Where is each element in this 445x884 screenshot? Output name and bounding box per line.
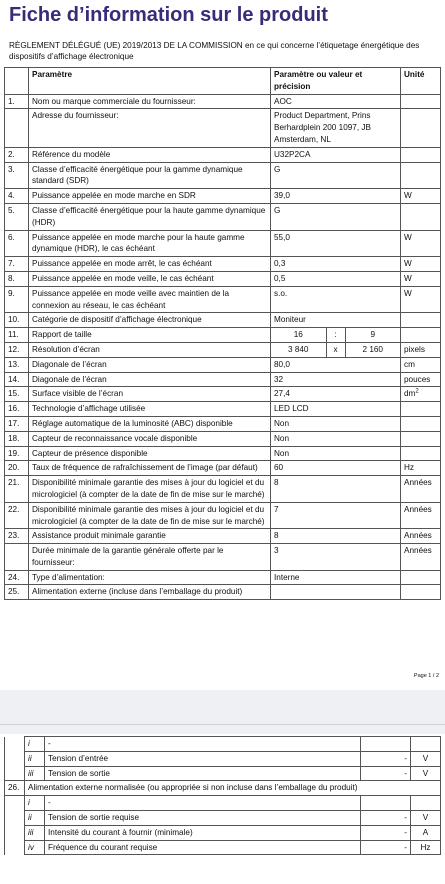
- header-value: Paramètre ou valeur et précision: [271, 68, 401, 95]
- row-number: [5, 825, 25, 840]
- row-unit: Hz: [411, 840, 441, 855]
- row-number: 14.: [5, 372, 29, 387]
- row-parameter: Assistance produit minimale garantie: [29, 529, 271, 544]
- row-unit: [401, 313, 441, 328]
- row-unit: [401, 446, 441, 461]
- row-unit-text: Hz: [404, 463, 415, 473]
- row-parameter: -: [45, 737, 361, 752]
- row-parameter: Diagonale de l’écran: [29, 372, 271, 387]
- row-unit-text: W: [404, 273, 412, 283]
- row-unit: [401, 257, 441, 272]
- row-unit-text: W: [404, 288, 412, 298]
- row-value: G: [271, 203, 401, 230]
- row-value: Product Department, Prins Berhardplein 200 1097, JB Amsterdam, NL: [271, 109, 401, 147]
- row-parameter: Nom ou marque commerciale du fournisseur:: [29, 94, 271, 109]
- roman-index: i: [25, 737, 45, 752]
- row-unit-text: Années: [404, 478, 432, 488]
- table-row: [5, 476, 441, 503]
- row-unit: [401, 372, 441, 387]
- row-parameter: Classe d’efficacité énergétique pour la haute gamme dynamique (HDR): [29, 203, 271, 230]
- row-value: Non: [271, 446, 401, 461]
- row-number: 6.: [5, 230, 29, 257]
- row-unit: A: [411, 825, 441, 840]
- row-value: 39,0: [271, 189, 401, 204]
- row-value: Interne: [271, 570, 401, 585]
- row-number: 1.: [5, 94, 29, 109]
- row-value: LED LCD: [271, 402, 401, 417]
- row-unit-text: pouces: [404, 374, 431, 384]
- row-number: [5, 810, 25, 825]
- row-number: [5, 751, 25, 766]
- row-value: 80,0: [271, 357, 401, 372]
- row-number: 17.: [5, 416, 29, 431]
- row-value: Non: [271, 416, 401, 431]
- row-value: U32P2CA: [271, 147, 401, 162]
- table-row: [5, 271, 441, 286]
- roman-index: ii: [25, 810, 45, 825]
- row-unit: [401, 203, 441, 230]
- resolution-b: 2 160: [362, 344, 383, 354]
- table-row: [5, 446, 441, 461]
- row-unit: [401, 230, 441, 257]
- row-value: 60: [271, 461, 401, 476]
- row-parameter: Rapport de taille: [29, 328, 271, 343]
- row-value: -: [361, 825, 411, 840]
- row-value: 32: [271, 372, 401, 387]
- row-number: 4.: [5, 189, 29, 204]
- row-unit: [401, 570, 441, 585]
- sub-table-row: [5, 796, 441, 811]
- row-number: 12.: [5, 342, 29, 357]
- row-number: 21.: [5, 476, 29, 503]
- table-row: [5, 162, 441, 189]
- roman-index: ii: [25, 751, 45, 766]
- row-parameter: Catégorie de dispositif d’affichage électronique: [29, 313, 271, 328]
- row-unit: [401, 502, 441, 529]
- row-parameter: Diagonale de l’écran: [29, 357, 271, 372]
- row-number: 8.: [5, 271, 29, 286]
- table-row: [5, 109, 441, 147]
- row-number: 13.: [5, 357, 29, 372]
- row-parameter: Fréquence du courant requise: [45, 840, 361, 855]
- row-number: 3.: [5, 162, 29, 189]
- row-value: s.o.: [271, 286, 401, 313]
- row-unit: [411, 737, 441, 752]
- row-parameter: Technologie d’affichage utilisée: [29, 402, 271, 417]
- row-value: 8: [271, 529, 401, 544]
- row-number: 2.: [5, 147, 29, 162]
- unit-superscript: 2: [415, 388, 419, 395]
- roman-index: iii: [25, 825, 45, 840]
- table-row: [5, 342, 441, 357]
- row-parameter: Puissance appelée en mode marche en SDR: [29, 189, 271, 204]
- ratio-sep: :: [327, 328, 346, 342]
- row-unit: [401, 286, 441, 313]
- row-unit: [401, 544, 441, 571]
- row-unit-text: Années: [404, 531, 432, 541]
- row-unit: [401, 94, 441, 109]
- row-unit: [401, 342, 441, 357]
- regulation-intro: RÈGLEMENT DÉLÉGUÉ (UE) 2019/2013 DE LA COMMISSION en ce qui concerne l’étiquetage énergétique des dispositifs d’affichage électronique: [9, 41, 420, 61]
- table-row: [5, 431, 441, 446]
- row-number: 23.: [5, 529, 29, 544]
- page-divider: [0, 724, 445, 725]
- sub-table-row: [5, 840, 441, 855]
- row-unit: V: [411, 766, 441, 781]
- row-value: AOC: [271, 94, 401, 109]
- table-row: [5, 328, 441, 343]
- row-value: -: [361, 766, 411, 781]
- sub-table-row: [5, 825, 441, 840]
- table-row: [5, 257, 441, 272]
- table-row: [5, 203, 441, 230]
- row-value: 0,3: [271, 257, 401, 272]
- row-unit-text: Années: [404, 504, 432, 514]
- row-parameter: Disponibilité minimale garantie des mises à jour du logiciel et du micrologiciel (à compter de la date de fin de mise sur le marché): [29, 502, 271, 529]
- row-value: Moniteur: [271, 313, 401, 328]
- row-unit-text: cm: [404, 359, 415, 369]
- row-unit-text: pixels: [404, 344, 425, 354]
- row-number: 25.: [5, 585, 29, 600]
- table-row: [5, 544, 441, 571]
- row-parameter: Puissance appelée en mode arrêt, le cas échéant: [29, 257, 271, 272]
- row-parameter: Type d’alimentation:: [29, 570, 271, 585]
- row-number: 16.: [5, 402, 29, 417]
- row-number: 15.: [5, 387, 29, 402]
- table-row: [5, 189, 441, 204]
- row-value: [271, 585, 401, 600]
- row-parameter: Disponibilité minimale garantie des mises à jour du logiciel et du micrologiciel (à compter de la date de fin de mise sur le marché): [29, 476, 271, 503]
- table-row: [5, 387, 441, 402]
- row-unit: [401, 109, 441, 147]
- row-number: 10.: [5, 313, 29, 328]
- roman-index: iv: [25, 840, 45, 855]
- page-gap: [0, 690, 445, 734]
- row-number: [5, 109, 29, 147]
- ratio-a: 16: [271, 328, 327, 342]
- table-row: [5, 357, 441, 372]
- row-number: 11.: [5, 328, 29, 343]
- sub-table-row: [5, 810, 441, 825]
- row-number: 5.: [5, 203, 29, 230]
- sub-table-row: [5, 751, 441, 766]
- row-parameter: Puissance appelée en mode veille avec maintien de la connexion au réseau, le cas échéant: [29, 286, 271, 313]
- document-page-2: [0, 734, 445, 884]
- row-number: [5, 544, 29, 571]
- table-row: [5, 416, 441, 431]
- row-unit-text: W: [404, 259, 412, 269]
- row-unit: [401, 147, 441, 162]
- row-unit-text: dm: [404, 389, 416, 399]
- table-row: [5, 94, 441, 109]
- row-unit: [401, 162, 441, 189]
- row-number: 18.: [5, 431, 29, 446]
- row-number: 22.: [5, 502, 29, 529]
- roman-index: iii: [25, 766, 45, 781]
- row-value: -: [361, 810, 411, 825]
- row-value: 55,0: [271, 230, 401, 257]
- row-unit: [401, 271, 441, 286]
- row-unit: [401, 476, 441, 503]
- row-parameter: Réglage automatique de la luminosité (ABC) disponible: [29, 416, 271, 431]
- product-info-table: [4, 67, 441, 600]
- row-parameter: Référence du modèle: [29, 147, 271, 162]
- row-unit: [401, 328, 441, 343]
- row-parameter: Puissance appelée en mode veille, le cas échéant: [29, 271, 271, 286]
- row-parameter: Classe d’efficacité énergétique pour la gamme dynamique standard (SDR): [29, 162, 271, 189]
- row-value: [361, 737, 411, 752]
- row-parameter: Intensité du courant à fournir (minimale): [45, 825, 361, 840]
- header-unit: Unité: [401, 68, 441, 95]
- row-number: 9.: [5, 286, 29, 313]
- row-value: -: [361, 840, 411, 855]
- row-value: 3: [271, 544, 401, 571]
- row-value: 8: [271, 476, 401, 503]
- table-row: [5, 372, 441, 387]
- sub-table-row: [5, 737, 441, 752]
- page-number: Page 1 / 2: [413, 673, 439, 679]
- row-value: [361, 796, 411, 811]
- table-row: [5, 529, 441, 544]
- row-value: G: [271, 162, 401, 189]
- row-unit: [401, 387, 441, 402]
- table-header-row: [5, 68, 441, 95]
- table-row: [5, 402, 441, 417]
- row-number: 26.: [5, 781, 25, 796]
- row-parameter: -: [45, 796, 361, 811]
- row-unit-text: Années: [404, 546, 432, 556]
- row-unit: V: [411, 810, 441, 825]
- row-unit: [401, 431, 441, 446]
- header-num: [5, 68, 29, 95]
- table-row: [5, 461, 441, 476]
- row-parameter: Capteur de présence disponible: [29, 446, 271, 461]
- row-unit: [401, 189, 441, 204]
- table-row: [5, 502, 441, 529]
- row-value: 7: [271, 502, 401, 529]
- row-parameter: Surface visible de l’écran: [29, 387, 271, 402]
- sub-table-row: [5, 766, 441, 781]
- row-parameter: Alimentation externe normalisée (ou appropriée si non incluse dans l’emballage du produit): [25, 781, 441, 796]
- table-row: [5, 313, 441, 328]
- row-parameter: Alimentation externe (incluse dans l’emballage du produit): [29, 585, 271, 600]
- row-number: 20.: [5, 461, 29, 476]
- row-number: [5, 766, 25, 781]
- roman-index: i: [25, 796, 45, 811]
- row-number: 19.: [5, 446, 29, 461]
- row-value: [271, 328, 401, 343]
- row-parameter: Adresse du fournisseur:: [29, 109, 271, 147]
- row-value: 27,4: [271, 387, 401, 402]
- row-number: [5, 840, 25, 855]
- row-unit: V: [411, 751, 441, 766]
- row-number: 24.: [5, 570, 29, 585]
- row-parameter: Durée minimale de la garantie générale offerte par le fournisseur:: [29, 544, 271, 571]
- resolution-a: 3 840: [271, 343, 327, 357]
- row-number: 7.: [5, 257, 29, 272]
- row-number: [5, 796, 25, 811]
- table-row: [5, 147, 441, 162]
- row-value: -: [361, 751, 411, 766]
- row-number: [5, 737, 25, 752]
- row-unit-text: W: [404, 232, 412, 242]
- row-unit: [401, 461, 441, 476]
- table-row: [5, 781, 441, 796]
- row-parameter: Résolution d’écran: [29, 342, 271, 357]
- row-value: 0,5: [271, 271, 401, 286]
- ratio-b: 9: [370, 330, 376, 340]
- row-parameter: Taux de fréquence de rafraîchissement de l’image (par défaut): [29, 461, 271, 476]
- row-value: [271, 342, 401, 357]
- row-unit: [401, 416, 441, 431]
- row-parameter: Tension d’entrée: [45, 751, 361, 766]
- power-supply-table: [4, 736, 441, 855]
- row-parameter: Puissance appelée en mode marche pour la haute gamme dynamique (HDR), le cas échéant: [29, 230, 271, 257]
- row-parameter: Tension de sortie: [45, 766, 361, 781]
- row-unit: [401, 402, 441, 417]
- table-row: [5, 570, 441, 585]
- row-unit: [401, 585, 441, 600]
- table-row: [5, 230, 441, 257]
- page-title: Fiche d’information sur le produit: [9, 4, 328, 26]
- resolution-sep: x: [327, 343, 346, 357]
- row-unit: [401, 357, 441, 372]
- row-parameter: Tension de sortie requise: [45, 810, 361, 825]
- row-unit: [401, 529, 441, 544]
- row-unit-text: W: [404, 191, 412, 201]
- row-parameter: Capteur de reconnaissance vocale disponible: [29, 431, 271, 446]
- table-row: [5, 286, 441, 313]
- header-param: Paramètre: [29, 68, 271, 95]
- table-row: [5, 585, 441, 600]
- row-unit: [411, 796, 441, 811]
- row-value: Non: [271, 431, 401, 446]
